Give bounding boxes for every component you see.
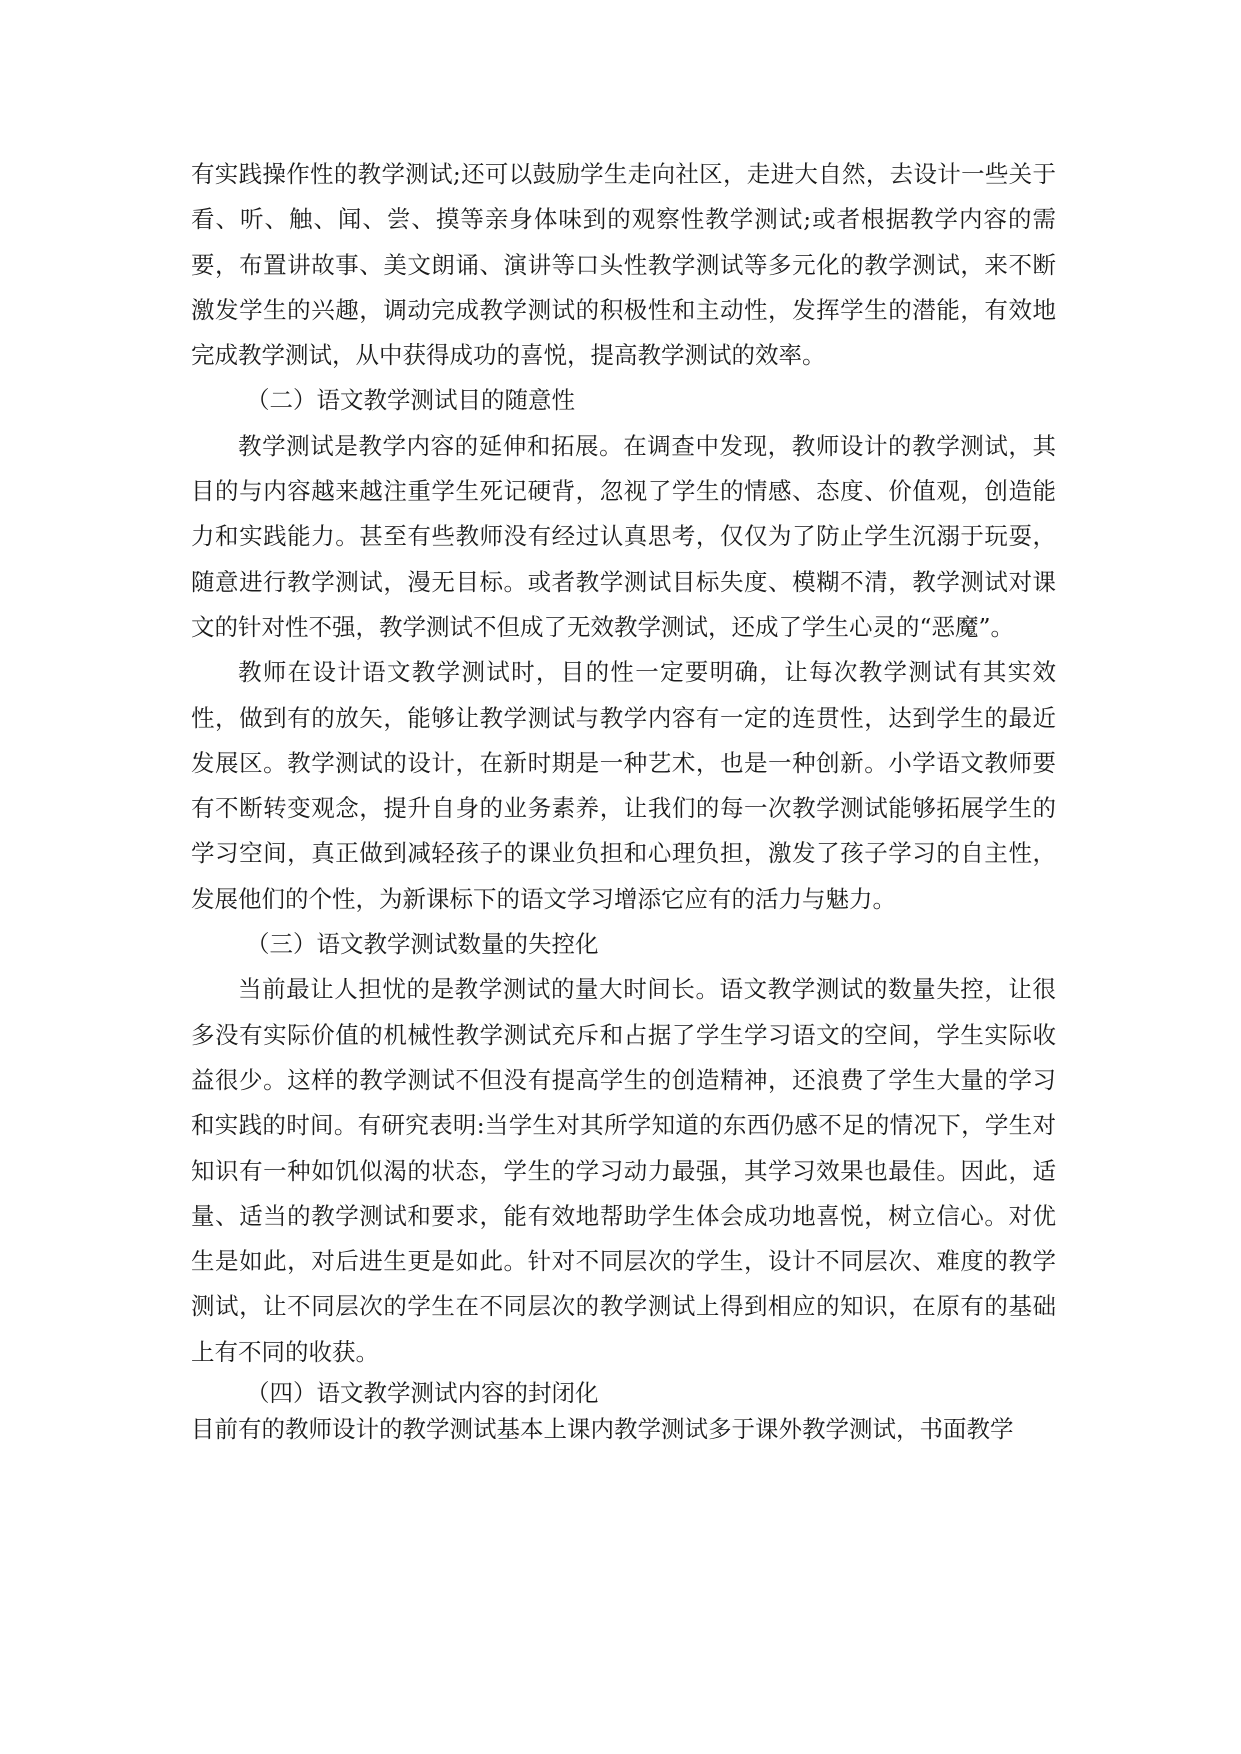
paragraph: 教学测试是教学内容的延伸和拓展。在调查中发现，教师设计的教学测试，其目的与内容越来越注重学生死记硬背，忽视了学生的情感、态度、价值观，创造能力和实践能力。甚至有些教师没有经过认真思考，仅仅为了防止学生沉溺于玩耍，随意进行教学测试，漫无目标。或者教学测试目标失度、模糊不清，教学测试对课文的针对性不强，教学测试不但成了无效教学测试，还成了学生心灵的“恶魔”。 (191, 431, 1056, 641)
paragraph: 教师在设计语文教学测试时，目的性一定要明确，让每次教学测试有其实效性，做到有的放矢，能够让教学测试与教学内容有一定的连贯性，达到学生的最近发展区。教学测试的设计，在新时期是一种艺术，也是一种创新。小学语文教师要有不断转变观念，提升自身的业务素养，让我们的每一次教学测试能够拓展学生的学习空间，真正做到减轻孩子的课业负担和心理负担，激发了孩子学习的自主性，发展他们的个性，为新课标下的语文学习增添它应有的活力与魅力。 (191, 658, 1056, 913)
paragraph-continued: 有实践操作性的教学测试;还可以鼓励学生走向社区，走进大自然，去设计一些关于看、听、触、闻、尝、摸等亲身体味到的观察性教学测试;或者根据教学内容的需要，布置讲故事、美文朗诵、演讲等口头性教学测试等多元化的教学测试，来不断激发学生的兴趣，调动完成教学测试的积极性和主动性，发挥学生的潜能，有效地完成教学测试，从中获得成功的喜悦，提高教学测试的效率。 (191, 160, 1056, 370)
paragraph: 当前最让人担忧的是教学测试的量大时间长。语文教学测试的数量失控，让很多没有实际价值的机械性教学测试充斥和占据了学生学习语文的空间，学生实际收益很少。这样的教学测试不但没有提高学生的创造精神，还浪费了学生大量的学习和实践的时间。有研究表明:当学生对其所学知道的东西仍感不足的情况下，学生对知识有一种如饥似渴的状态，学生的学习动力最强，其学习效果也最佳。因此，适量、适当的教学测试和要求，能有效地帮助学生体会成功地喜悦，树立信心。对优生是如此，对后进生更是如此。针对不同层次的学生，设计不同层次、难度的教学测试，让不同层次的学生在不同层次的教学测试上得到相应的知识，在原有的基础上有不同的收获。 (191, 975, 1056, 1366)
section-heading-3: （三）语文教学测试数量的失控化 (246, 930, 599, 959)
paragraph-truncated: 目前有的教师设计的教学测试基本上课内教学测试多于课外教学测试，书面教学 (191, 1415, 1014, 1444)
section-heading-4: （四）语文教学测试内容的封闭化 (246, 1379, 599, 1408)
document-body (191, 152, 1056, 1447)
section-heading-2: （二）语文教学测试目的随意性 (246, 386, 575, 415)
